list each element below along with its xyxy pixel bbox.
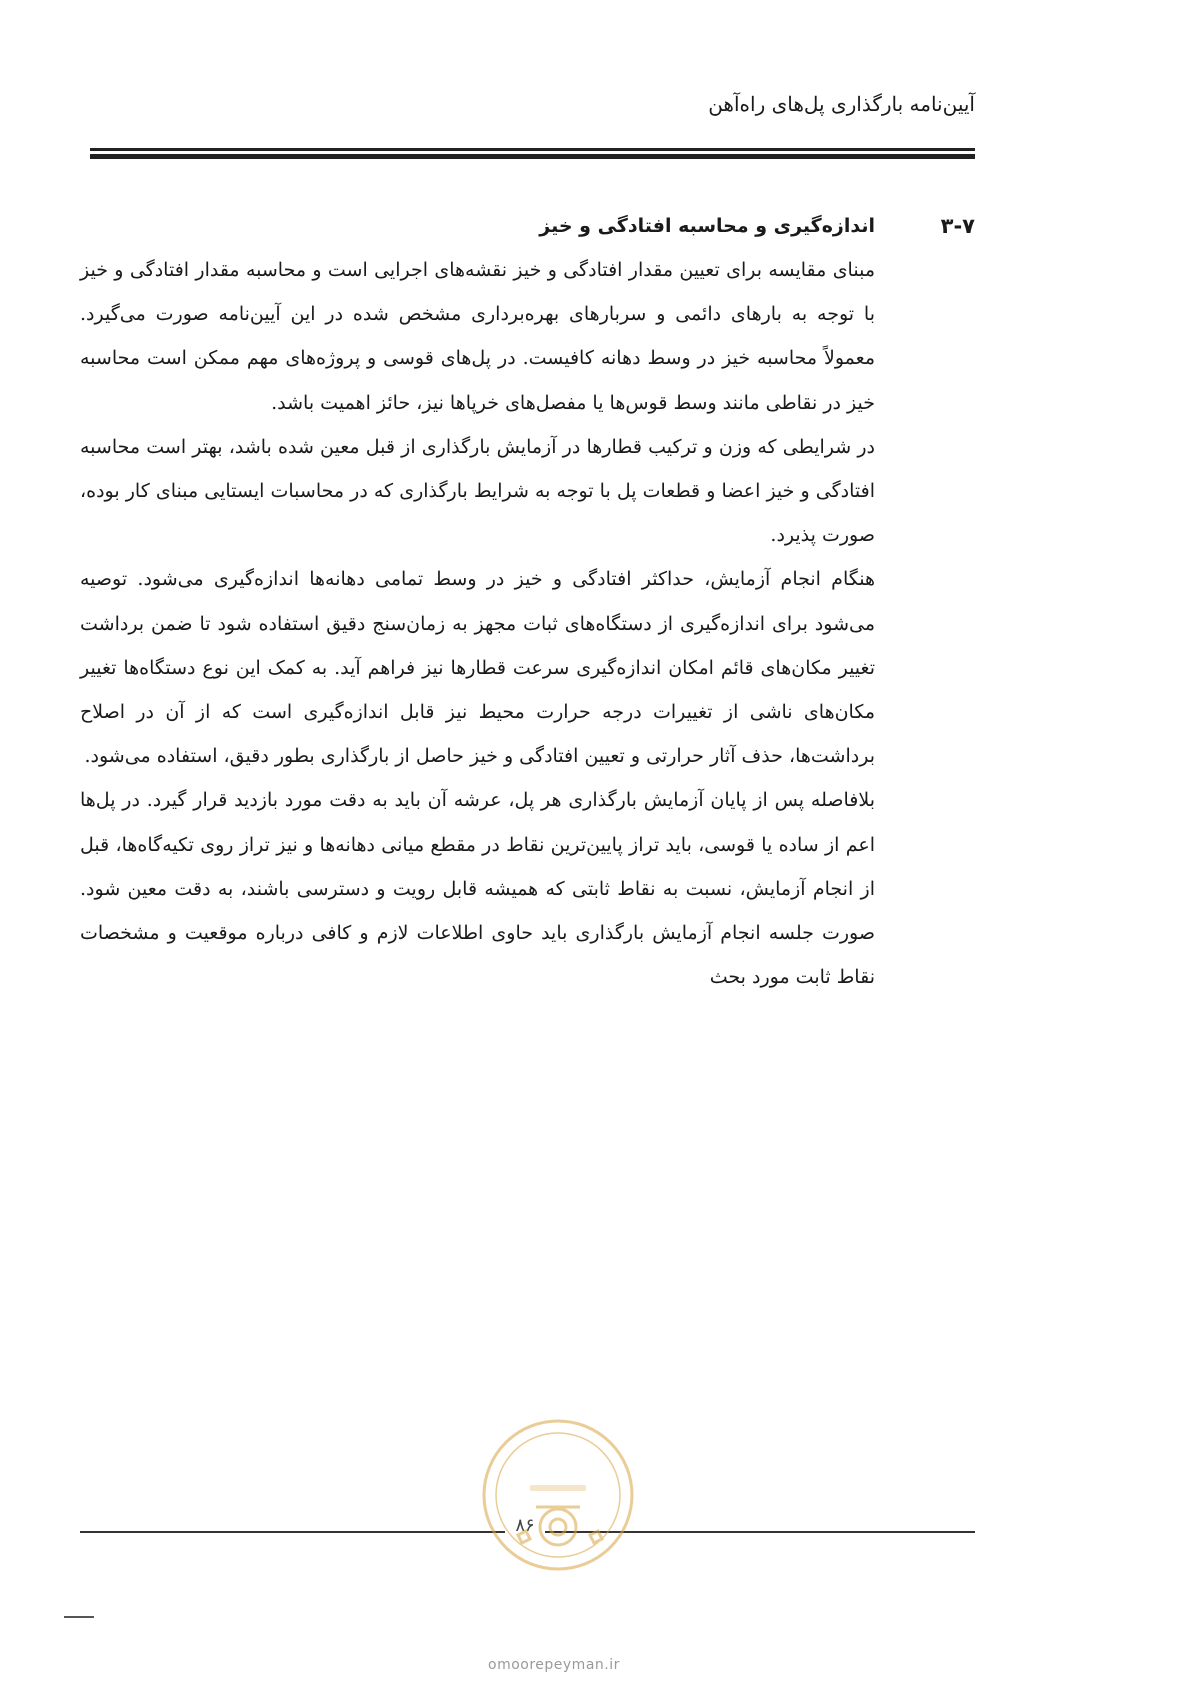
section-number: ۳-۷ — [940, 214, 975, 238]
section-heading — [80, 204, 975, 248]
section-title: اندازه‌گیری و محاسبه افتادگی و خیز — [539, 215, 875, 237]
header-rule-thin — [90, 148, 975, 151]
paragraph: هنگام انجام آزمایش، حداکثر افتادگی و خیز در وسط تمامی دهانه‌ها اندازه‌گیری می‌شود. توصیه می‌شود برای اندازه‌گیری از دستگاه‌های ثبات مجهز به زمان‌سنج دقیق استفاده شود تا ضمن برداشت تغییر مکان‌های قائم امکان اندازه‌گیری سرعت قطارها نیز فراهم آید. به کمک این نوع دستگاه‌ها تغییر مکان‌های ناشی از تغییرات درجه حرارت محیط نیز قابل اندازه‌گیری است که از آن در اصلاح برداشت‌ها، حذف آثار حرارتی و تعیین افتادگی و خیز حاصل از بارگذاری بطور دقیق، استفاده می‌شود. — [80, 568, 875, 768]
paragraph: بلافاصله پس از پایان آزمایش بارگذاری هر پل، عرشه آن باید به دقت مورد بازدید قرار گیرد. در پل‌ها اعم از ساده یا قوسی، باید تراز پایین‌ترین نقاط در مقطع میانی دهانه‌ها و نیز تراز روی تکیه‌گاه‌ها، قبل از انجام آزمایش، نسبت به نقاط ثابتی که همیشه قابل رویت و دسترسی باشند، به دقت معین شود. صورت جلسه انجام آزمایش بارگذاری باید حاوی اطلاعات لازم و کافی درباره موقعیت و مشخصات نقاط ثابت مورد بحث — [80, 789, 875, 989]
section-3-7 — [80, 204, 975, 999]
header-rule-thick — [90, 154, 975, 159]
page-number: ۸۶ — [515, 1515, 535, 1536]
watermark-url: omoorepeyman.ir — [488, 1657, 620, 1673]
margin-mark — [64, 1616, 94, 1618]
running-header: آیین‌نامه بارگذاری پل‌های راه‌آهن — [708, 92, 975, 116]
footer-rule-left — [80, 1531, 505, 1533]
paragraph: مبنای مقایسه برای تعیین مقدار افتادگی و خیز نقشه‌های اجرایی است و محاسبه مقدار افتادگی و خیز با توجه به بارهای دائمی و سربارهای بهره‌برداری مشخص شده در این آیین‌نامه صورت می‌گیرد. معمولاً محاسبه خیز در وسط دهانه کافیست. در پل‌های قوسی و پروژه‌های مهم ممکن است محاسبه خیز در نقاطی مانند وسط قوس‌ها یا مفصل‌های خرپاها نیز، حائز اهمیت باشد. — [80, 259, 875, 414]
watermark-seal-icon — [478, 1415, 638, 1575]
section-body — [80, 248, 875, 999]
paragraph: در شرایطی که وزن و ترکیب قطارها در آزمایش بارگذاری از قبل معین شده باشد، بهتر است محاسبه افتادگی و خیز اعضا و قطعات پل با توجه به شرایط بارگذاری که در محاسبات ایستایی مبنای کار بوده، صورت پذیرد. — [80, 435, 875, 547]
